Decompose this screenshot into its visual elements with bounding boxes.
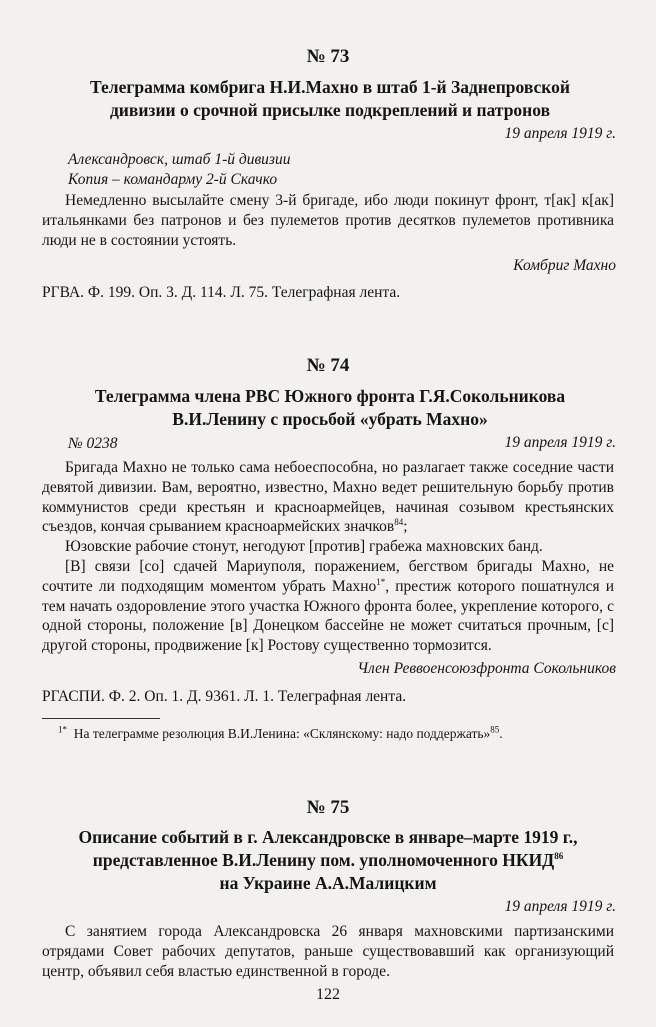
doc74-title <box>30 385 630 431</box>
doc75-number: № 75 <box>306 797 350 818</box>
doc75-body <box>42 922 614 981</box>
note-ref-85: 85 <box>490 724 500 735</box>
doc73-number: № 73 <box>306 46 350 67</box>
doc75-date: 19 апреля 1919 г. <box>504 898 616 915</box>
doc74-title-line1: Телеграмма члена РВС Южного фронта Г.Я.Сокольникова <box>94 386 566 406</box>
doc74-body <box>42 458 614 656</box>
footnote-text: На телеграмме резолюция В.И.Ленина: «Склянскому: надо поддержать» <box>73 726 491 741</box>
note-ref-86: 86 <box>554 851 564 862</box>
footnote-mark: 1* <box>58 724 67 735</box>
doc74-para1-text: Бригада Махно не только сама небоеспособна, но разлагает также соседние части девятой дивизии. Вам, вероятно, известно, Махно ведет решительную борьбу против коммунистов среди крестьян и красноармейцев, начиная созывом крестьянских съездов, кончая срыванием красноармейских значков <box>42 459 614 536</box>
doc74-date: 19 апреля 1919 г. <box>504 434 616 451</box>
doc75-title-line2-text: представленное В.И.Ленину пом. уполномоченного НКИД <box>92 850 555 870</box>
doc74-para1-end: ; <box>403 518 408 536</box>
doc73-signature: Комбриг Махно <box>513 257 616 274</box>
doc74-source: РГАСПИ. Ф. 2. Оп. 1. Д. 9361. Л. 1. Телеграфная лента. <box>42 688 407 705</box>
doc73-source: РГВА. Ф. 199. Оп. 3. Д. 114. Л. 75. Телеграфная лента. <box>42 284 401 301</box>
doc75-title <box>20 826 636 895</box>
doc74-ref-number: № 0238 <box>68 435 118 452</box>
doc73-address-line1: Александровск, штаб 1-й дивизии <box>68 151 291 168</box>
doc73-title-line1: Телеграмма комбрига Н.И.Махно в штаб 1-й Заднепровской <box>90 77 570 97</box>
page-number: 122 <box>316 986 340 1003</box>
doc74-para3-text-a: [В] связи [со] сдачей Мариуполя, поражением, бегством бригады Махно, не сочтите ли подходящим моментом убрать Махно <box>42 557 614 595</box>
doc73-address <box>68 150 290 190</box>
footnote-ref-1: 1* <box>376 576 386 587</box>
doc75-title-line1: Описание событий в г. Александровске в январе–марте 1919 г., <box>78 827 578 847</box>
doc74-title-line2: В.И.Ленину с просьбой «убрать Махно» <box>172 409 488 429</box>
doc74-signature: Член Реввоенсоюзфронта Сокольников <box>357 660 616 677</box>
footnote-divider <box>42 718 160 719</box>
doc74-para3-text-b: , престиж которого пошатнулся и тем начать оздоровление этого участка Южного фронта более, укрепление которого, с одной стороны, положение [в] Донецком бассейне не может считаться прочным, [с] другой стороны, продвижение [к] Ростову существенно тормозится. <box>42 577 614 655</box>
doc75-title-line2 <box>20 849 636 872</box>
doc73-address-line2: Копия – командарму 2-й Скачко <box>68 171 278 188</box>
doc75-title-line3: на Украине А.А.Малицким <box>219 873 437 893</box>
doc73-body <box>42 191 614 250</box>
doc74-paragraph-2: Юзовские рабочие стонут, негодуют [против] грабежа махновских банд. <box>65 538 543 556</box>
doc74-number: № 74 <box>306 355 350 376</box>
doc74-paragraph-3 <box>42 557 614 656</box>
doc73-date: 19 апреля 1919 г. <box>504 125 616 142</box>
doc73-title <box>30 76 630 122</box>
doc74-paragraph-1 <box>42 458 614 537</box>
footnote-end: . <box>499 726 503 741</box>
doc73-paragraph: Немедленно высылайте смену 3-й бригаде, ибо люди покинут фронт, т[ак] к[ак] итальянками без патронов и без пулеметов против десятков пулеметов противника люди не в состоянии устоять. <box>42 192 614 249</box>
note-ref-84: 84 <box>394 517 404 528</box>
doc75-paragraph: С занятием города Александровска 26 января махновскими партизанскими отрядами Совет рабочих депутатов, раньше существовавший как организующий центр, объявил себя властью единственной в городе. <box>42 923 614 980</box>
doc74-footnote <box>58 726 503 742</box>
doc73-title-line2: дивизии о срочной присылке подкреплений и патронов <box>109 100 551 120</box>
